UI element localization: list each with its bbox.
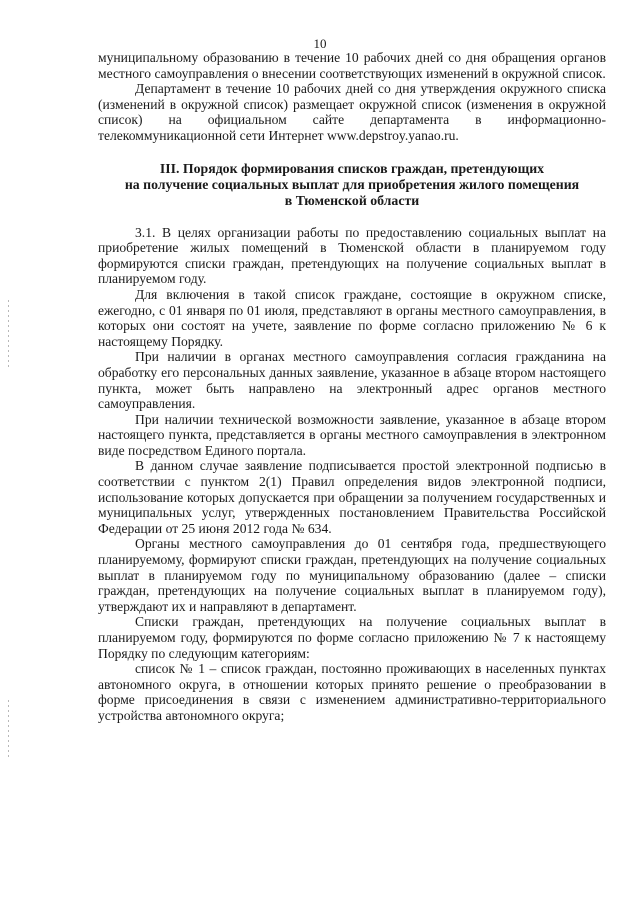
paragraph-3-1: 3.1. В целях организации работы по предоставлению социальных выплат на приобретение жилых помещений в Тюменской области в планируемом году формируются списки граждан, претендующих на получение социальных выплат в планируемом году. (98, 224, 606, 287)
page-number: 10 (313, 36, 327, 51)
section-heading (98, 161, 606, 209)
paragraph-continuation: муниципальному образованию в течение 10 рабочих дней со дня обращения органов местного самоуправления о внесении соответствующих изменений в окружной список. (98, 50, 606, 81)
section-heading-line: на получение социальных выплат для приобретения жилого помещения (124, 176, 580, 192)
paragraph-electronic-signature: В данном случае заявление подписывается простой электронной подписью в соответствии с пунктом 2(1) Правил определения видов электронной подписи, использование которых допускается при обращении за получением государственных и муниципальных услуг, утвержденных постановлением Правительства Российской Федерации от 25 июня 2012 года № 634. (98, 458, 606, 536)
paragraph-list-formation: Органы местного самоуправления до 01 сентября года, предшествующего планируемому, формируют списки граждан, претендующих на получение социальных выплат в планируемом году по муниципальному образованию (далее – списки граждан, претендующих на получение социальных выплат в планируемом году), утверждают их и направляют в департамент. (98, 536, 606, 614)
document-body (98, 50, 606, 724)
scan-edge-mark (8, 700, 9, 760)
paragraph-list-1: список № 1 – список граждан, постоянно проживающих в населенных пунктах автономного округа, в отношении которых принято решение о преобразовании в форме присоединения в связи с изменением административно-территориального устройства автономного округа; (98, 661, 606, 723)
paragraph-inclusion-application: Для включения в такой список граждане, состоящие в окружном списке, ежегодно, с 01 января по 01 июля, представляют в органы местного самоуправления, в которых они состоят на учете, заявление по форме согласно приложению № 6 к настоящему Порядку. (98, 286, 606, 349)
paragraph-portal-submission: При наличии технической возможности заявление, указанное в абзаце втором настоящего пункта, представляется в органы местного самоуправления в электронном виде посредством Единого портала. (98, 411, 606, 458)
paragraph-department-publication: Департамент в течение 10 рабочих дней со дня утверждения окружного списка (изменений в окружной список) размещает окружной список (изменения в окружной список) на официальном сайте департамента в информационно-телекоммуникационной сети Интернет www.depstroy.yanao.ru. (98, 81, 606, 143)
section-heading-line: в Тюменской области (284, 192, 420, 208)
paragraph-email-submission: При наличии в органах местного самоуправления согласия гражданина на обработку его персональных данных заявление, указанное в абзаце втором настоящего пункта, может быть направлено на электронный адрес органов местного самоуправления. (98, 349, 606, 412)
paragraph-list-categories: Списки граждан, претендующих на получение социальных выплат в планируемом году, формируются по форме согласно приложению № 7 к настоящему Порядку по следующим категориям: (98, 614, 606, 661)
section-heading-line: III. Порядок формирования списков граждан, претендующих (159, 160, 545, 176)
scan-edge-mark (8, 300, 9, 370)
